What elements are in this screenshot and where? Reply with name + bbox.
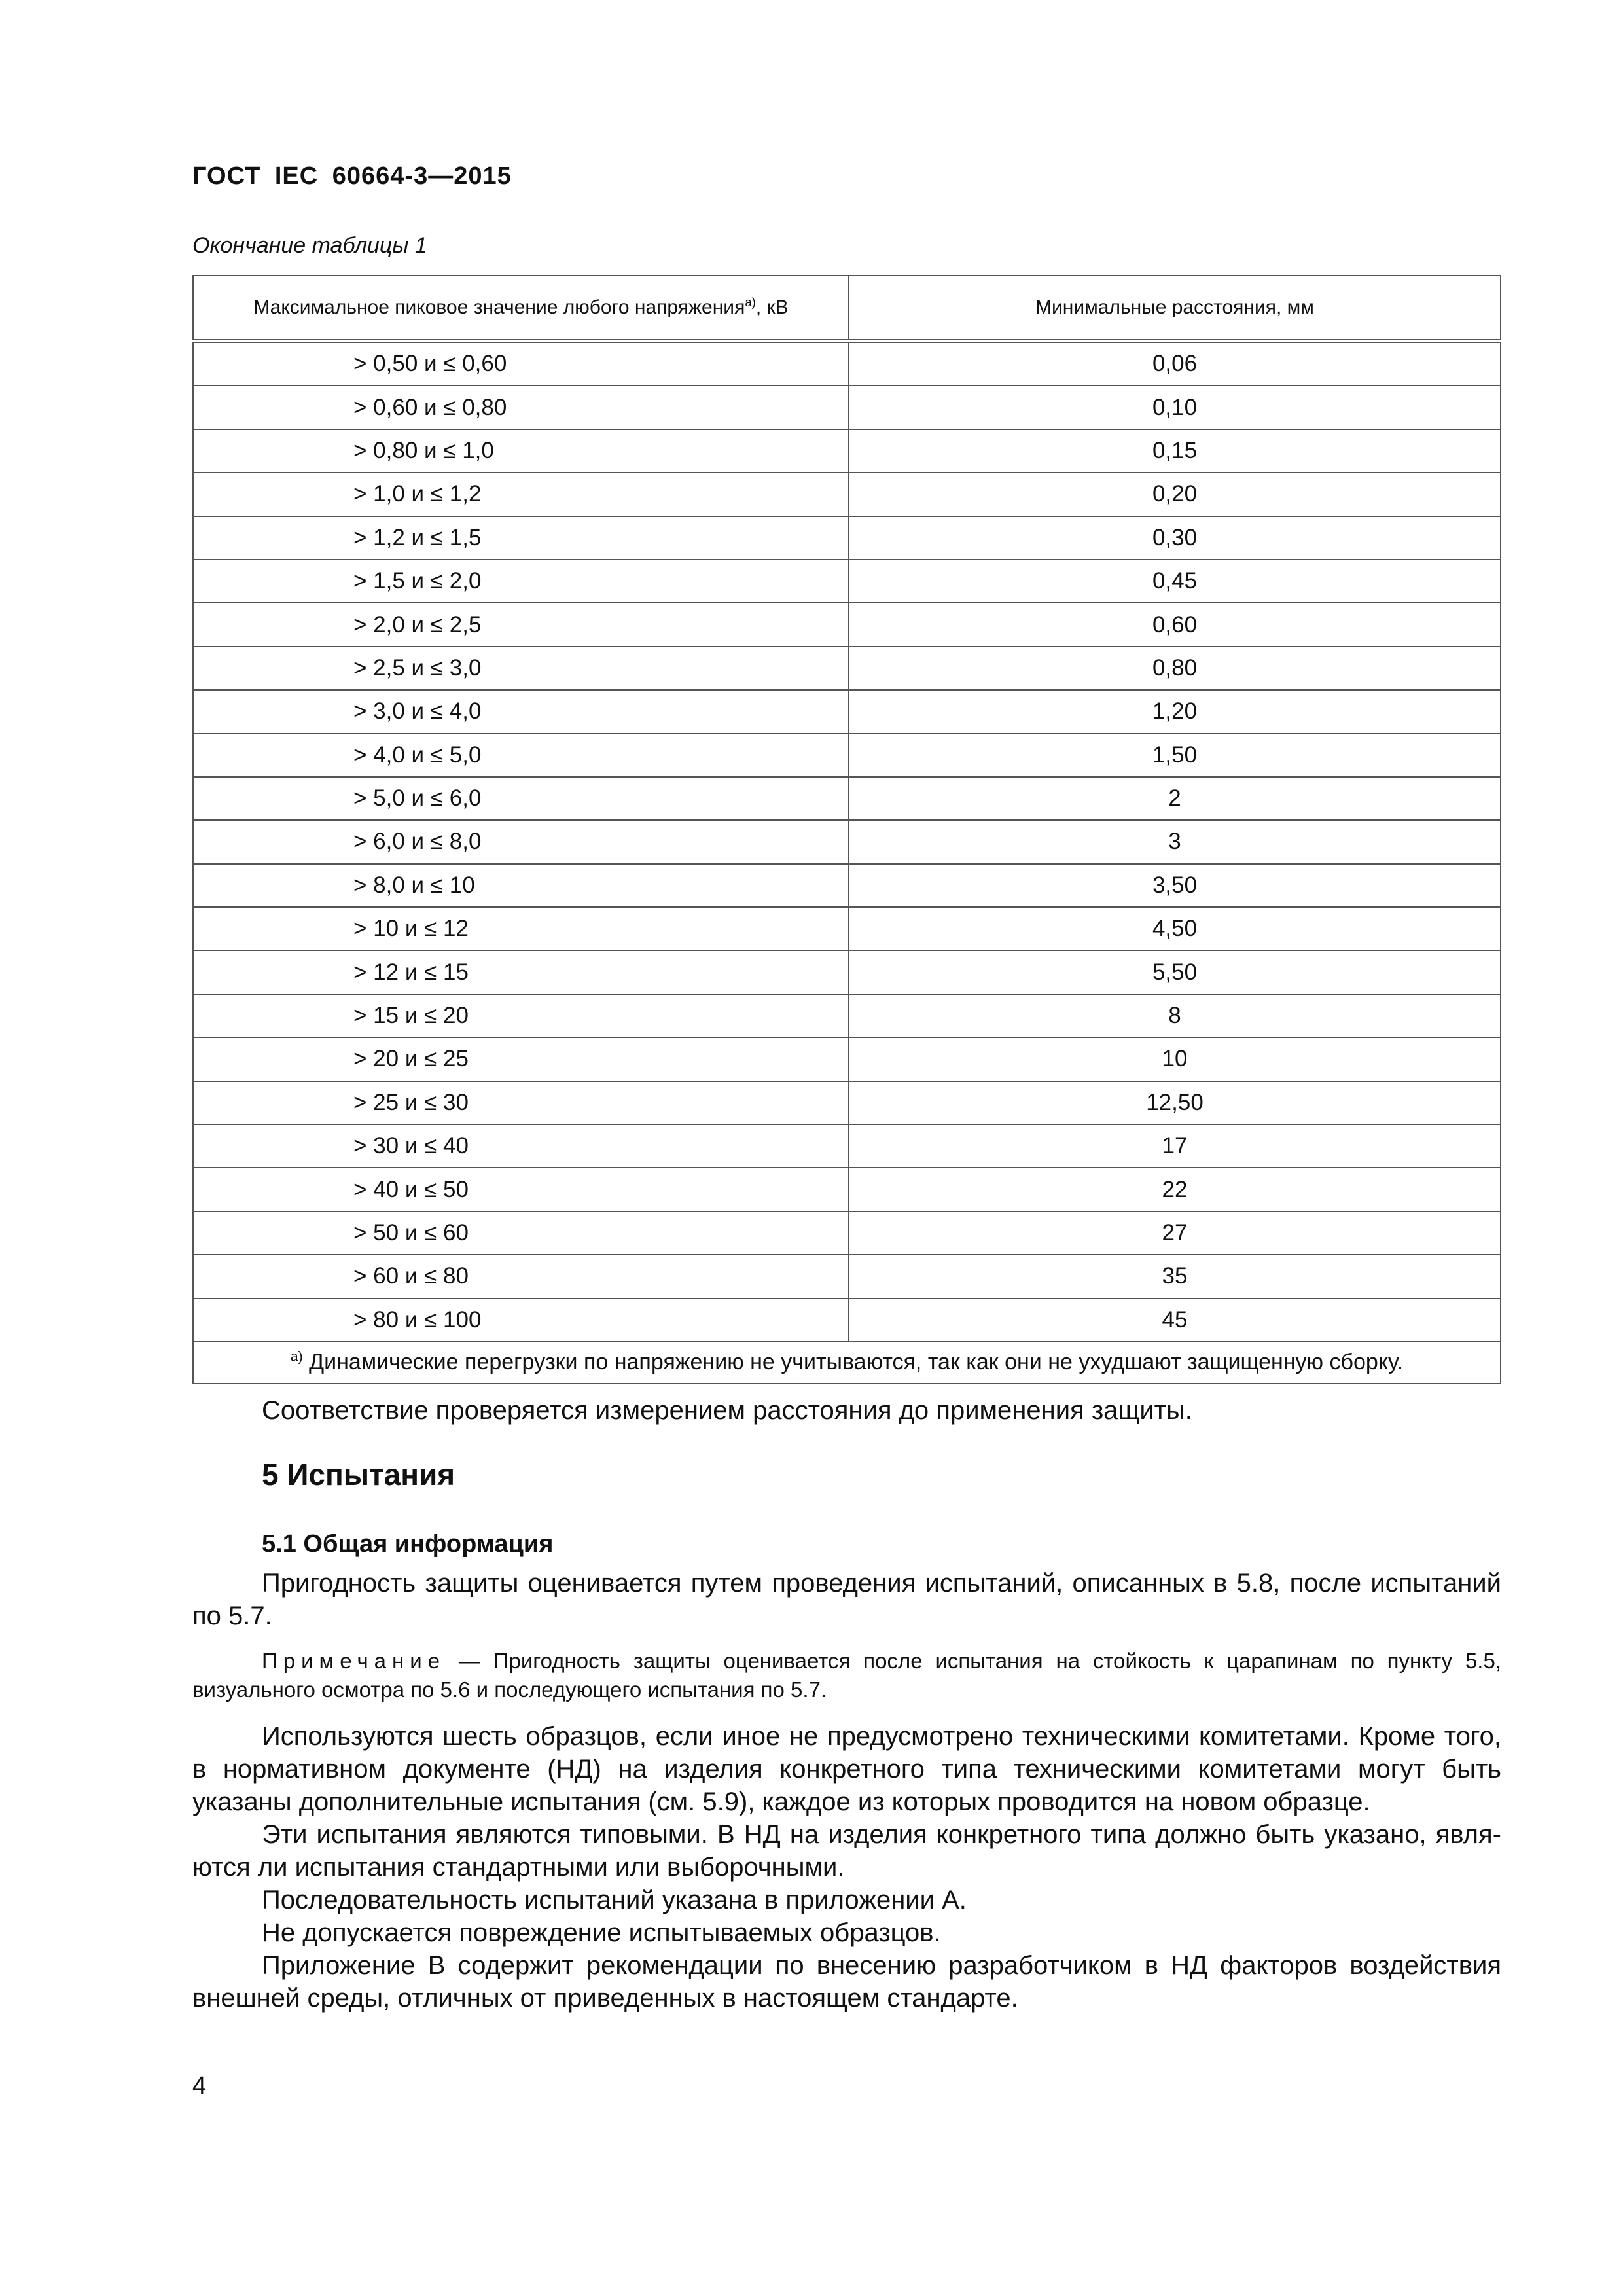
min-distance-cell: 3 bbox=[849, 820, 1501, 863]
voltage-range-cell: > 25 и ≤ 30 bbox=[193, 1081, 849, 1124]
col2-header: Минимальные расстояния, мм bbox=[849, 276, 1501, 341]
min-distance-cell: 0,30 bbox=[849, 516, 1501, 560]
min-distance-cell: 1,50 bbox=[849, 734, 1501, 777]
min-distance-cell: 0,20 bbox=[849, 473, 1501, 516]
voltage-range-cell: > 2,0 и ≤ 2,5 bbox=[193, 603, 849, 646]
note-paragraph bbox=[192, 1647, 1501, 1704]
section-5-heading: 5 Испытания bbox=[262, 1458, 455, 1492]
voltage-range-cell: > 8,0 и ≤ 10 bbox=[193, 864, 849, 907]
col1-header-text: Максимальное пиковое значение любого напряжения bbox=[253, 296, 745, 318]
table-caption: Окончание таблицы 1 bbox=[192, 233, 427, 258]
voltage-range-cell: > 4,0 и ≤ 5,0 bbox=[193, 734, 849, 777]
min-distance-cell: 0,15 bbox=[849, 429, 1501, 473]
table-row bbox=[193, 907, 1501, 950]
voltage-range-cell: > 20 и ≤ 25 bbox=[193, 1037, 849, 1081]
min-distance-cell: 10 bbox=[849, 1037, 1501, 1081]
col1-header-unit: , кВ bbox=[755, 296, 789, 318]
min-distance-cell: 0,06 bbox=[849, 341, 1501, 386]
min-distance-cell: 17 bbox=[849, 1124, 1501, 1168]
document-header: ГОСТ IEC 60664-3—2015 bbox=[192, 162, 512, 190]
paragraph-no-damage: Не допускается повреждение испытываемых образцов. bbox=[262, 1918, 941, 1947]
min-distance-cell: 0,45 bbox=[849, 560, 1501, 603]
min-distance-cell: 0,10 bbox=[849, 386, 1501, 429]
paragraph-appendix-b: Приложение В содержит рекомендации по внесению разработчиком в НД факторов воздействия внешней среды, отличных от приведенных в настоящем стандарте. bbox=[192, 1951, 1501, 2013]
voltage-range-cell: > 1,0 и ≤ 1,2 bbox=[193, 473, 849, 516]
table-header-row bbox=[193, 276, 1501, 341]
table-row bbox=[193, 647, 1501, 690]
clearance-table bbox=[192, 275, 1501, 1384]
footnote-mark: a) bbox=[290, 1350, 303, 1365]
table-row bbox=[193, 1124, 1501, 1168]
footnote-text: Динамические перегрузки по напряжению не учитываются, так как они не ухудшают защищенную сборку. bbox=[302, 1350, 1404, 1375]
min-distance-cell: 4,50 bbox=[849, 907, 1501, 950]
min-distance-cell: 0,80 bbox=[849, 647, 1501, 690]
min-distance-cell: 2 bbox=[849, 777, 1501, 820]
voltage-range-cell: > 40 и ≤ 50 bbox=[193, 1168, 849, 1211]
paragraph-type-tests: Эти испытания являются типовыми. В НД на изделия конкретного типа должно быть указано, являются ли испытания стандартными или выборочными. bbox=[192, 1820, 1501, 1882]
min-distance-cell: 5,50 bbox=[849, 950, 1501, 994]
min-distance-cell: 1,20 bbox=[849, 690, 1501, 733]
note-text: — Пригодность защиты оценивается после испытания на стойкость к царапинам по пункту 5.5, визуального осмотра по 5.6 и последующего испытания по 5.7. bbox=[192, 1649, 1501, 1702]
voltage-range-cell: > 2,5 и ≤ 3,0 bbox=[193, 647, 849, 690]
table-row bbox=[193, 1255, 1501, 1298]
voltage-range-cell: > 0,60 и ≤ 0,80 bbox=[193, 386, 849, 429]
paragraph-suitability: Пригодность защиты оценивается путем проведения испытаний, описанных в 5.8, после испытаний по 5.7. bbox=[192, 1569, 1501, 1630]
table-row bbox=[193, 950, 1501, 994]
voltage-range-cell: > 80 и ≤ 100 bbox=[193, 1299, 849, 1342]
table-row bbox=[193, 516, 1501, 560]
voltage-range-cell: > 3,0 и ≤ 4,0 bbox=[193, 690, 849, 733]
paragraph-sequence: Последовательность испытаний указана в приложении А. bbox=[262, 1886, 967, 1914]
voltage-range-cell: > 30 и ≤ 40 bbox=[193, 1124, 849, 1168]
table-row bbox=[193, 1081, 1501, 1124]
voltage-range-cell: > 6,0 и ≤ 8,0 bbox=[193, 820, 849, 863]
min-distance-cell: 0,60 bbox=[849, 603, 1501, 646]
table-row bbox=[193, 734, 1501, 777]
min-distance-cell: 27 bbox=[849, 1211, 1501, 1255]
paragraph-samples: Используются шесть образцов, если иное не предусмотрено техническими комитетами. Кроме того, в нормативном документе (НД) на изделия конкретного типа техническими комитетами могут быть указаны дополнительные испытания (см. 5.9), каждое из которых проводится на новом образце. bbox=[192, 1722, 1501, 1816]
min-distance-cell: 45 bbox=[849, 1299, 1501, 1342]
table-row bbox=[193, 429, 1501, 473]
table-row bbox=[193, 386, 1501, 429]
voltage-range-cell: > 1,5 и ≤ 2,0 bbox=[193, 560, 849, 603]
table-row bbox=[193, 473, 1501, 516]
section-5-1-heading: 5.1 Общая информация bbox=[262, 1530, 554, 1558]
voltage-range-cell: > 50 и ≤ 60 bbox=[193, 1211, 849, 1255]
voltage-range-cell: > 0,50 и ≤ 0,60 bbox=[193, 341, 849, 386]
col1-header bbox=[193, 276, 849, 341]
min-distance-cell: 22 bbox=[849, 1168, 1501, 1211]
table-row bbox=[193, 994, 1501, 1037]
min-distance-cell: 8 bbox=[849, 994, 1501, 1037]
min-distance-cell: 3,50 bbox=[849, 864, 1501, 907]
compliance-text: Соответствие проверяется измерением расстояния до применения защиты. bbox=[262, 1396, 1192, 1425]
table-row bbox=[193, 560, 1501, 603]
page-number: 4 bbox=[192, 2072, 207, 2100]
table-row bbox=[193, 777, 1501, 820]
table-row bbox=[193, 864, 1501, 907]
table-footnote-row bbox=[193, 1342, 1501, 1384]
note-label: Примечание bbox=[262, 1649, 446, 1673]
table-row bbox=[193, 603, 1501, 646]
col1-header-sup: a) bbox=[745, 295, 756, 309]
min-distance-cell: 12,50 bbox=[849, 1081, 1501, 1124]
table-footnote bbox=[193, 1342, 1501, 1384]
voltage-range-cell: > 12 и ≤ 15 bbox=[193, 950, 849, 994]
voltage-range-cell: > 10 и ≤ 12 bbox=[193, 907, 849, 950]
voltage-range-cell: > 60 и ≤ 80 bbox=[193, 1255, 849, 1298]
voltage-range-cell: > 15 и ≤ 20 bbox=[193, 994, 849, 1037]
table-row bbox=[193, 820, 1501, 863]
table-row bbox=[193, 690, 1501, 733]
voltage-range-cell: > 5,0 и ≤ 6,0 bbox=[193, 777, 849, 820]
table-row bbox=[193, 1037, 1501, 1081]
table-row bbox=[193, 1211, 1501, 1255]
min-distance-cell: 35 bbox=[849, 1255, 1501, 1298]
table-row bbox=[193, 341, 1501, 386]
voltage-range-cell: > 0,80 и ≤ 1,0 bbox=[193, 429, 849, 473]
voltage-range-cell: > 1,2 и ≤ 1,5 bbox=[193, 516, 849, 560]
table-row bbox=[193, 1168, 1501, 1211]
table-row bbox=[193, 1299, 1501, 1342]
